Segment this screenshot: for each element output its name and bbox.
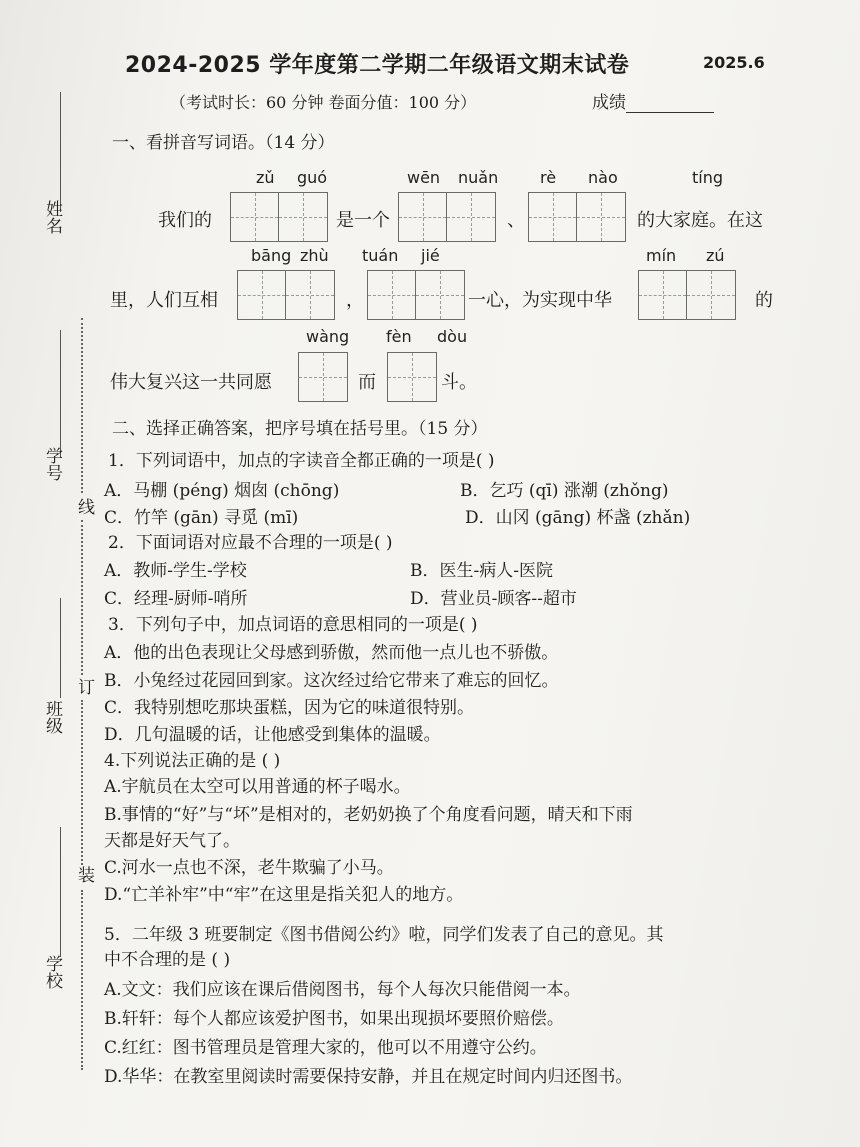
grade-blank[interactable] xyxy=(626,96,714,113)
pinyin-min: mín xyxy=(646,246,677,265)
line-char: 线 xyxy=(74,498,94,515)
school-line xyxy=(60,827,61,957)
pinyin-re: rè xyxy=(540,168,557,187)
pinyin-dou: dòu xyxy=(437,327,468,346)
s1-text: ， xyxy=(346,290,364,311)
s1-text: 是一个 xyxy=(336,210,390,231)
dotted-binding-line xyxy=(81,520,83,675)
q5-option-b: B.轩轩：每个人都应该爱护图书，如果出现损坏要照价赔偿。 xyxy=(104,1009,564,1029)
pinyin-nuan: nuǎn xyxy=(458,168,499,187)
exam-title: 2024-2025 学年度第二学期二年级语文期末试卷 xyxy=(125,53,630,78)
q3-option-d: D．几句温暖的话，让他感受到集体的温暖。 xyxy=(104,725,441,745)
dotted-binding-line xyxy=(81,700,83,865)
pinyin-tuan: tuán xyxy=(362,246,399,265)
s1-text: 我们的 xyxy=(158,210,212,231)
q2-option-c: C．经理-厨师-哨所 xyxy=(104,589,248,609)
q2-option-a: A．教师-学生-学校 xyxy=(104,561,247,581)
name-label: 姓名 xyxy=(42,200,62,234)
pinyin-bang: bāng xyxy=(251,246,292,265)
q2-option-d: D．营业员-顾客--超市 xyxy=(410,589,577,609)
q4-option-c: C.河水一点也不深，老牛欺骗了小马。 xyxy=(104,858,394,878)
exam-date: 2025.6 xyxy=(703,53,765,72)
school-label: 学校 xyxy=(42,955,62,989)
q5-stem-line1: 5．二年级 3 班要制定《图书借阅公约》啦，同学们发表了自己的意见。其 xyxy=(104,925,664,945)
q3-stem: 3．下列句子中，加点词语的意思相同的一项是( ) xyxy=(108,615,478,635)
s1-text: 一心，为实现中华 xyxy=(468,290,612,311)
q5-option-d: D.华华：在教室里阅读时需要保持安静，并且在规定时间内归还图书。 xyxy=(104,1067,633,1087)
zhuang-char: 装 xyxy=(74,866,94,883)
q1-option-a: A．马棚 (péng) 烟囱 (chōng) xyxy=(104,481,340,501)
student-no-line xyxy=(60,330,61,458)
grade-label: 成绩 xyxy=(592,93,626,113)
q1-stem: 1．下列词语中，加点的字读音全都正确的一项是( ) xyxy=(108,451,495,471)
q1-option-d: D．山冈 (gāng) 杯盏 (zhǎn) xyxy=(465,508,691,528)
answer-grid[interactable] xyxy=(298,352,348,402)
s1-text: 里，人们互相 xyxy=(110,290,218,311)
q3-option-c: C．我特别想吃那块蛋糕，因为它的味道很特别。 xyxy=(104,698,475,718)
s1-text: 、 xyxy=(507,210,525,231)
pinyin-ting: tíng xyxy=(692,168,724,187)
class-line xyxy=(60,598,61,698)
pinyin-wen: wēn xyxy=(407,168,441,187)
answer-grid[interactable] xyxy=(230,192,328,242)
q3-option-a: A．他的出色表现让父母感到骄傲，然而他一点儿也不骄傲。 xyxy=(104,643,559,663)
answer-grid[interactable] xyxy=(387,352,437,402)
pinyin-nao: nào xyxy=(588,168,618,187)
q4-option-a: A.宇航员在太空可以用普通的杯子喝水。 xyxy=(104,777,411,797)
name-line xyxy=(60,92,61,212)
q2-stem: 2．下面词语对应最不合理的一项是( ) xyxy=(108,533,393,553)
s1-text: 伟大复兴这一共同愿 xyxy=(110,372,272,393)
q3-option-b: B．小兔经过花园回到家。这次经过给它带来了难忘的回忆。 xyxy=(104,671,559,691)
pinyin-zu: zǔ xyxy=(256,168,275,187)
dotted-binding-line xyxy=(81,890,83,1070)
answer-grid[interactable] xyxy=(398,192,496,242)
pinyin-fen: fèn xyxy=(386,327,412,346)
s1-text: 的大家庭。在这 xyxy=(637,210,763,231)
exam-info: （考试时长：60 分钟 卷面分值：100 分） xyxy=(170,93,477,112)
pinyin-wang: wàng xyxy=(306,327,350,346)
q4-stem: 4.下列说法正确的是 ( ) xyxy=(104,751,281,771)
student-no-label: 学号 xyxy=(42,447,62,481)
pinyin-jie: jié xyxy=(421,246,440,265)
s1-text: 的 xyxy=(755,290,773,311)
section1-heading: 一、看拼音写词语。（14 分） xyxy=(112,133,335,153)
answer-grid[interactable] xyxy=(237,270,335,320)
q4-option-b-line2: 天都是好天气了。 xyxy=(104,831,240,851)
q1-option-b: B．乞巧 (qī) 涨潮 (zhǒng) xyxy=(460,481,669,501)
answer-grid[interactable] xyxy=(528,192,626,242)
dotted-binding-line xyxy=(81,318,83,493)
q5-option-c: C.红红：图书管理员是管理大家的，他可以不用遵守公约。 xyxy=(104,1038,547,1058)
q2-option-b: B．医生-病人-医院 xyxy=(410,561,553,581)
s1-text: 而 xyxy=(358,372,376,393)
q5-option-a: A.文文：我们应该在课后借阅图书，每个人每次只能借阅一本。 xyxy=(104,980,581,1000)
class-label: 班级 xyxy=(42,700,62,734)
section2-heading: 二、选择正确答案，把序号填在括号里。（15 分） xyxy=(112,419,488,439)
q4-option-d: D.“亡羊补牢”中“牢”在这里是指关犯人的地方。 xyxy=(104,885,464,905)
pinyin-zu2: zú xyxy=(706,246,725,265)
ding-char: 订 xyxy=(74,678,94,695)
q5-stem-line2: 中不合理的是 ( ) xyxy=(104,950,231,970)
pinyin-zhu: zhù xyxy=(300,246,329,265)
q4-option-b-line1: B.事情的“好”与“坏”是相对的，老奶奶换了个角度看问题，晴天和下雨 xyxy=(104,805,633,825)
s1-text: 斗。 xyxy=(441,372,477,393)
answer-grid[interactable] xyxy=(638,270,736,320)
q1-option-c: C．竹竿 (gān) 寻觅 (mī) xyxy=(104,508,299,528)
pinyin-guo: guó xyxy=(297,168,328,187)
answer-grid[interactable] xyxy=(367,270,465,320)
grade-field xyxy=(592,88,714,113)
